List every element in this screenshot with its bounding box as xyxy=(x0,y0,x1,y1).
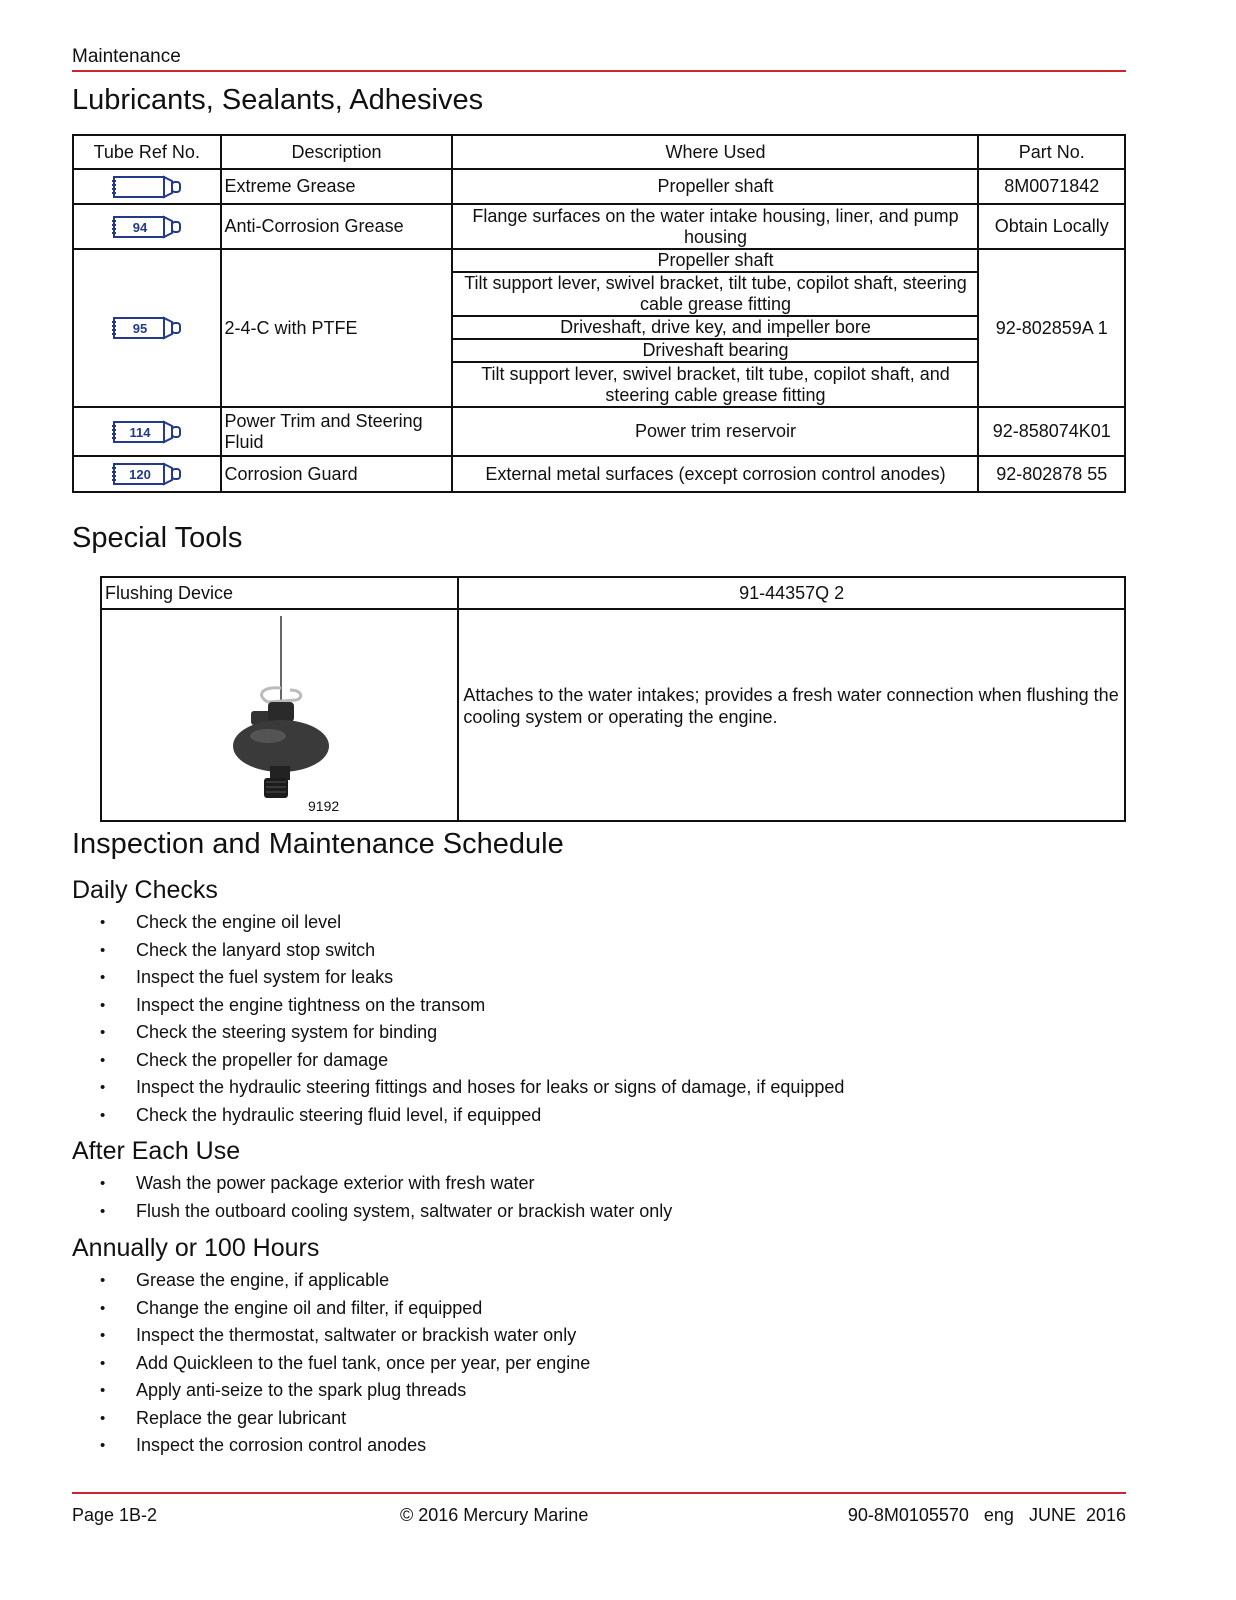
list-item: • Check the lanyard stop switch xyxy=(72,937,844,965)
part-no-cell: 92-802878 55 xyxy=(978,456,1125,492)
description-cell: Corrosion Guard xyxy=(221,456,453,492)
table-header-row xyxy=(73,135,1125,169)
tube-cell xyxy=(73,204,221,249)
after-each-use-list xyxy=(72,1170,672,1225)
part-no-cell: 92-858074K01 xyxy=(978,407,1125,456)
where-used-cell: Tilt support lever, swivel bracket, tilt tube, copilot shaft, steering cable grease fitting xyxy=(452,272,978,316)
table-row xyxy=(73,249,1125,272)
daily-checks-heading: Daily Checks xyxy=(72,876,218,904)
tube-ref-number: 120 xyxy=(128,467,151,482)
where-used-cell: Propeller shaft xyxy=(452,249,978,272)
where-used-cell: Flange surfaces on the water intake housing, liner, and pump housing xyxy=(452,204,978,249)
grease-tube-icon xyxy=(110,315,184,341)
grease-tube-icon xyxy=(110,214,184,240)
list-item: • Flush the outboard cooling system, saltwater or brackish water only xyxy=(72,1198,672,1226)
tube-ref-number: 94 xyxy=(132,219,147,235)
list-item: • Add Quickleen to the fuel tank, once per year, per engine xyxy=(72,1350,590,1378)
tube-cell xyxy=(73,456,221,492)
where-used-cell: Driveshaft bearing xyxy=(452,339,978,362)
where-used-cell: Propeller shaft xyxy=(452,169,978,204)
flushing-device-image xyxy=(206,616,356,816)
document-page xyxy=(72,0,1126,1600)
grease-tube-icon xyxy=(110,419,184,445)
description-cell: Extreme Grease xyxy=(221,169,453,204)
list-item: • Replace the gear lubricant xyxy=(72,1405,590,1433)
where-used-cell: Tilt support lever, swivel bracket, tilt tube, copilot shaft, and steering cable grease fitting xyxy=(452,362,978,407)
daily-checks-list xyxy=(72,909,844,1129)
column-header: Tube Ref No. xyxy=(73,135,221,169)
list-item: • Inspect the engine tightness on the transom xyxy=(72,992,844,1020)
table-row xyxy=(73,456,1125,492)
description-cell: Power Trim and Steering Fluid xyxy=(221,407,453,456)
table-row xyxy=(73,204,1125,249)
tool-name-cell: Flushing Device xyxy=(101,577,458,609)
list-item: • Check the engine oil level xyxy=(72,909,844,937)
list-item: • Apply anti-seize to the spark plug threads xyxy=(72,1377,590,1405)
list-item: • Inspect the corrosion control anodes xyxy=(72,1432,590,1460)
tool-image-cell xyxy=(101,609,458,821)
column-header: Description xyxy=(221,135,453,169)
after-each-use-heading: After Each Use xyxy=(72,1137,241,1165)
running-header: Maintenance xyxy=(72,46,181,67)
part-no-cell: Obtain Locally xyxy=(978,204,1125,249)
special-tools-table xyxy=(100,576,1126,822)
grease-tube-icon xyxy=(110,461,184,487)
tube-cell xyxy=(73,249,221,407)
where-used-cell: Driveshaft, drive key, and impeller bore xyxy=(452,316,978,339)
list-item: • Inspect the thermostat, saltwater or brackish water only xyxy=(72,1322,590,1350)
grease-tube-icon xyxy=(110,174,184,200)
list-item: • Inspect the fuel system for leaks xyxy=(72,964,844,992)
tube-cell xyxy=(73,169,221,204)
tube-cell xyxy=(73,407,221,456)
description-cell: Anti-Corrosion Grease xyxy=(221,204,453,249)
list-item: • Check the hydraulic steering fluid level, if equipped xyxy=(72,1102,844,1130)
annual-list xyxy=(72,1267,590,1460)
tool-part-no-cell: 91-44357Q 2 xyxy=(458,577,1125,609)
list-item: • Change the engine oil and filter, if equipped xyxy=(72,1295,590,1323)
special-tools-heading: Special Tools xyxy=(72,522,243,554)
tool-description-cell: Attaches to the water intakes; provides a fresh water connection when flushing the cooling system or operating the engine. xyxy=(458,609,1125,821)
list-item: • Check the propeller for damage xyxy=(72,1047,844,1075)
column-header: Part No. xyxy=(978,135,1125,169)
table-row xyxy=(101,609,1125,821)
footer-rule xyxy=(72,1492,1126,1494)
tube-ref-number: 95 xyxy=(132,321,147,336)
where-used-cell: Power trim reservoir xyxy=(452,407,978,456)
image-reference-label: 9192 xyxy=(308,798,340,814)
list-item: • Inspect the hydraulic steering fittings and hoses for leaks or signs of damage, if equipped xyxy=(72,1074,844,1102)
schedule-heading: Inspection and Maintenance Schedule xyxy=(72,828,564,860)
table-row xyxy=(101,577,1125,609)
tube-ref-number: 114 xyxy=(129,424,151,440)
list-item: • Grease the engine, if applicable xyxy=(72,1267,590,1295)
copyright: © 2016 Mercury Marine xyxy=(400,1505,589,1525)
list-item: • Wash the power package exterior with fresh water xyxy=(72,1170,672,1198)
table-row xyxy=(73,169,1125,204)
lubricants-table xyxy=(72,134,1126,493)
column-header: Where Used xyxy=(452,135,978,169)
table-row xyxy=(73,407,1125,456)
description-cell: 2-4-C with PTFE xyxy=(221,249,453,407)
page-number: Page 1B-2 xyxy=(72,1505,158,1525)
header-rule xyxy=(72,70,1126,72)
list-item: • Check the steering system for binding xyxy=(72,1019,844,1047)
part-no-cell: 92-802859A 1 xyxy=(978,249,1125,407)
lubricants-heading: Lubricants, Sealants, Adhesives xyxy=(72,84,484,116)
annual-heading: Annually or 100 Hours xyxy=(72,1234,320,1262)
part-no-cell: 8M0071842 xyxy=(978,169,1125,204)
where-used-cell: External metal surfaces (except corrosion control anodes) xyxy=(452,456,978,492)
document-id: 90-8M0105570 eng JUNE 2016 xyxy=(847,1505,1126,1525)
